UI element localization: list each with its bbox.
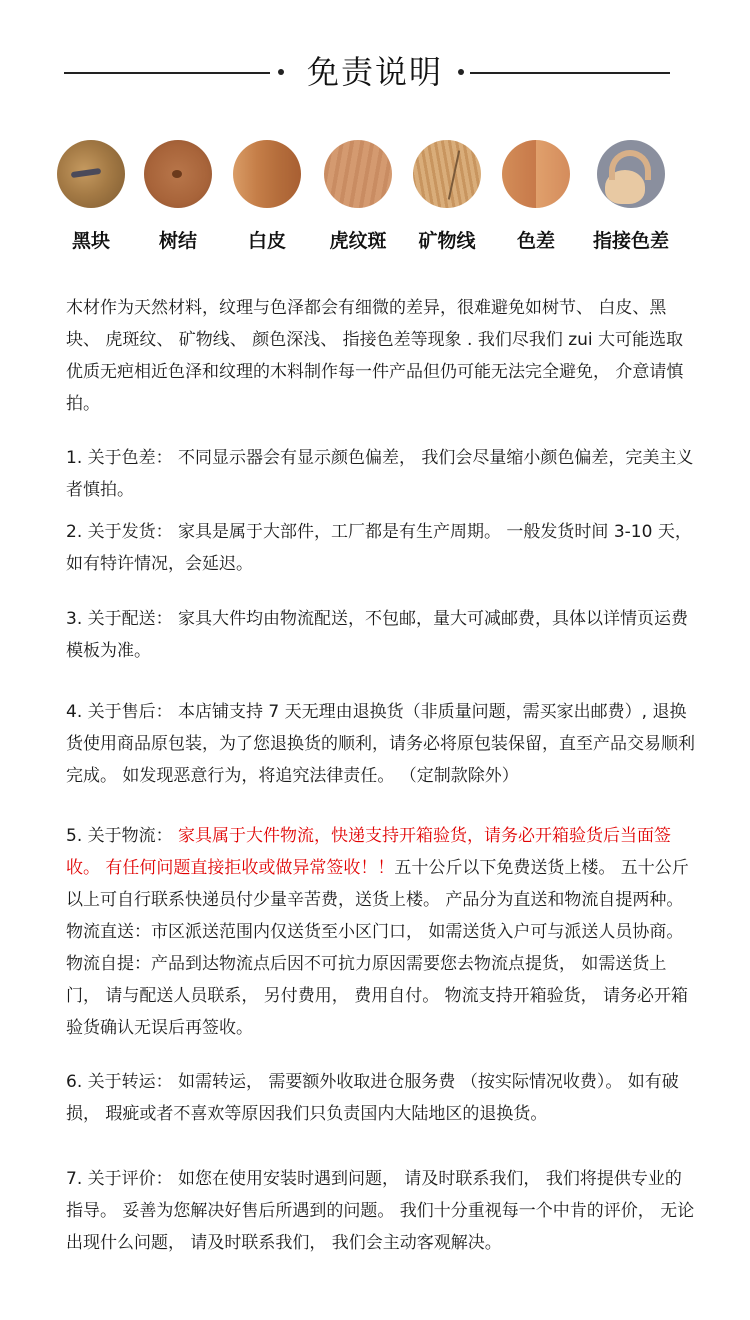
swatch-finger-joint xyxy=(586,140,676,253)
knot-image xyxy=(144,140,212,208)
section-header xyxy=(0,48,750,96)
swatch-label: 黑块 xyxy=(71,230,110,252)
tiger-stripe-image xyxy=(324,140,392,208)
mineral-line-image xyxy=(413,140,481,208)
sapwood-image xyxy=(233,140,301,208)
swatch-knot xyxy=(133,140,223,253)
swatch-mineral-line xyxy=(402,140,492,253)
item-color-difference: 1. 关于色差： 不同显示器会有显示颜色偏差， 我们会尽量缩小颜色偏差，完美主义者慎拍。 xyxy=(66,448,694,500)
swatch-label: 白皮 xyxy=(247,230,286,252)
swatch-label: 矿物线 xyxy=(418,230,476,252)
item-transfer: 6. 关于转运： 如需转运， 需要额外收取进仓服务费 （按实际情况收费）。 如有破损， 瑕疵或者不喜欢等原因我们只负责国内大陆地区的退换货。 xyxy=(66,1072,679,1124)
swatch-sapwood xyxy=(222,140,312,253)
swatch-tiger-stripe xyxy=(313,140,403,253)
swatch-label: 虎纹斑 xyxy=(329,230,387,252)
logistics-warning: 家具属于大件物流，快递支持开箱验货，请务必开箱验货后当面签收。 有任何问题直接拒收或做异常签收！！ xyxy=(66,826,672,878)
color-difference-image xyxy=(502,140,570,208)
item-review: 7. 关于评价： 如您在使用安装时遇到问题， 请及时联系我们， 我们将提供专业的指导。 妥善为您解决好售后所遇到的问题。 我们十分重视每一个中肯的评价， 无论出现什么问题， 请及时联系我们， 我们会主动客观解决。 xyxy=(66,1169,695,1253)
wood-defect-swatches xyxy=(0,140,750,260)
item-delivery: 3. 关于配送： 家具大件均由物流配送，不包邮，量大可减邮费，具体以详情页运费模板为准。 xyxy=(66,609,689,661)
header-divider-right xyxy=(470,72,670,74)
item-shipping: 2. 关于发货： 家具是属于大部件，工厂都是有生产周期。 一般发货时间 3-10 天，如有特许情况，会延迟。 xyxy=(66,522,692,574)
black-block-image xyxy=(57,140,125,208)
logistics-prefix: 5. 关于物流： xyxy=(66,826,179,846)
intro-paragraph: 木材作为天然材料，纹理与色泽都会有细微的差异，很难避免如树节、 白皮、黑块、 虎斑纹、 矿物线、 颜色深浅、 指接色差等现象 . 我们尽我们 zui 大可能选取优质无疤相近色泽和纹理的木料制作每一件产品但仍可能无法完全避免， 介意请慎拍。 xyxy=(66,298,684,414)
header-dot-right xyxy=(458,69,464,75)
swatch-label: 色差 xyxy=(516,230,555,252)
page-title: 免责说明 xyxy=(306,53,443,91)
swatch-label: 指接色差 xyxy=(592,230,669,252)
finger-joint-image xyxy=(597,140,665,208)
item-logistics xyxy=(66,820,696,1044)
item-after-sales: 4. 关于售后： 本店铺支持 7 天无理由退换货（非质量问题，需买家出邮费）, 退换货使用商品原包装，为了您退换货的顺利，请务必将原包装保留，直至产品交易顺利完成。 如发现恶意行为，将追究法律责任。 （定制款除外） xyxy=(66,702,695,786)
logistics-details: 五十公斤以下免费送货上楼。 五十公斤以上可自行联系快递员付少量辛苦费，送货上楼。 产品分为直送和物流自提两种。 物流直送：市区派送范围内仅送货至小区门口， 如需送货入户可与派送人员协商。 物流自提：产品到达物流点后因不可抗力原因需要您去物流点提货， 如需送货上门， 请与配送人员联系， 另付费用， 费用自付。 物流支持开箱验货， 请务必开箱验货确认无误后再签收。 xyxy=(66,858,689,1038)
swatch-color-difference xyxy=(491,140,581,253)
swatch-label: 树结 xyxy=(158,230,197,252)
swatch-black-block xyxy=(46,140,136,253)
